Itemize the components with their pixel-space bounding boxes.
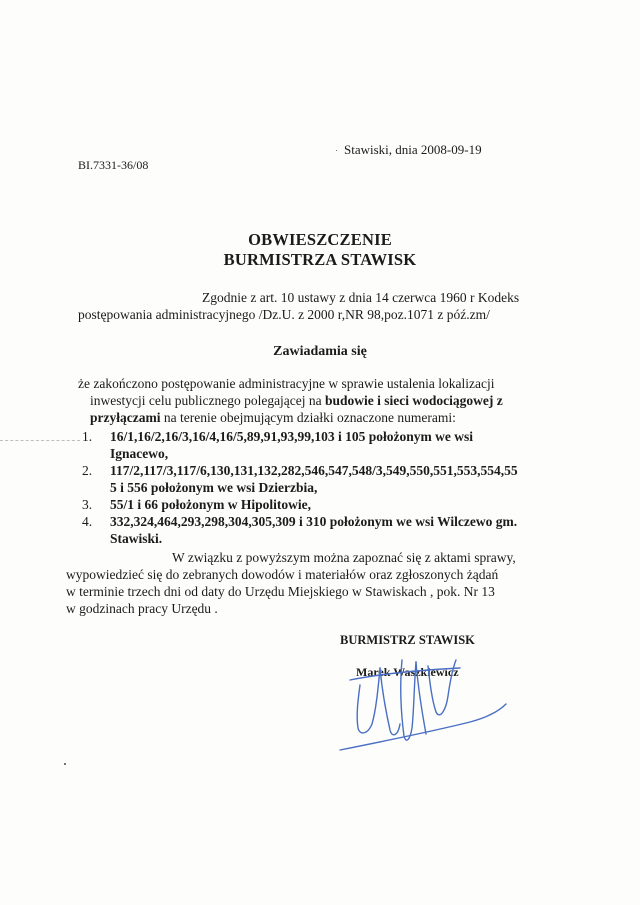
- list-item-number: 1.: [82, 429, 93, 444]
- signatory-name: Marek Waszkiewicz: [356, 665, 459, 679]
- list-item-text: 16/1,16/2,16/3,16/4,16/5,89,91,93,99,103 i 105 położonym we wsi Ignacewo,: [110, 429, 474, 461]
- body-line-1: że zakończono postępowanie administracyjne w sprawie ustalenia lokalizacji: [78, 376, 495, 391]
- legal-basis-line-1: Zgodnie z art. 10 ustawy z dnia 14 czerwca 1960 r Kodeks: [202, 290, 520, 305]
- closing-line-3: w terminie trzech dni od daty do Urzędu Miejskiego w Stawiskach , pok. Nr 13: [66, 584, 495, 599]
- parcel-list: [82, 428, 602, 547]
- date-line: Stawiski, dnia 2008-09-19: [344, 142, 482, 157]
- list-item-number: 3.: [82, 497, 93, 512]
- document-subtitle: BURMISTRZA STAWISK: [223, 250, 417, 269]
- signatory-title: BURMISTRZ STAWISK: [340, 633, 475, 647]
- closing-line-4: w godzinach pracy Urzędu .: [66, 601, 218, 616]
- body-line-2-plain: inwestycji celu publicznego polegającej na: [90, 393, 326, 408]
- body-line-2-bold: budowie i sieci wodociągowej z: [325, 393, 503, 408]
- list-item-text: 117/2,117/3,117/6,130,131,132,282,546,547,548/3,549,550,551,553,554,55 5 i 556 położonym we wsi Dzierzbia,: [110, 463, 518, 495]
- list-item: [82, 513, 602, 547]
- scan-speck: [336, 150, 337, 151]
- list-item-number: 4.: [82, 514, 93, 529]
- legal-basis-line-2: postępowania administracyjnego /Dz.U. z 2000 r,NR 98,poz.1071 z póź.zm/: [78, 307, 490, 322]
- body-line-3-plain: na terenie obejmującym działki oznaczone numerami:: [160, 410, 456, 425]
- list-item: [82, 496, 602, 513]
- list-item-number: 2.: [82, 463, 93, 478]
- notice-heading: Zawiadamia się: [273, 344, 367, 359]
- body-line-3-bold: przyłączami: [90, 410, 161, 425]
- list-item-text: 55/1 i 66 położonym w Hipolitowie,: [110, 497, 312, 512]
- body-line-3: [90, 410, 456, 426]
- list-item-text: 332,324,464,293,298,304,305,309 i 310 położonym we wsi Wilczewo gm. Stawiski.: [110, 514, 518, 546]
- scan-dash-line: [0, 440, 80, 441]
- reference-number: BI.7331-36/08: [78, 158, 149, 172]
- handwritten-signature: [320, 640, 510, 760]
- list-item: [82, 462, 602, 496]
- document-title: OBWIESZCZENIE: [248, 230, 392, 249]
- closing-line-1: W związku z powyższym można zapoznać się z aktami sprawy,: [172, 550, 516, 565]
- list-item: [82, 428, 602, 462]
- scan-speck: [64, 763, 66, 765]
- body-line-2: [90, 393, 503, 409]
- closing-line-2: wypowiedzieć się do zebranych dowodów i materiałów oraz zgłoszonych żądań: [66, 567, 499, 582]
